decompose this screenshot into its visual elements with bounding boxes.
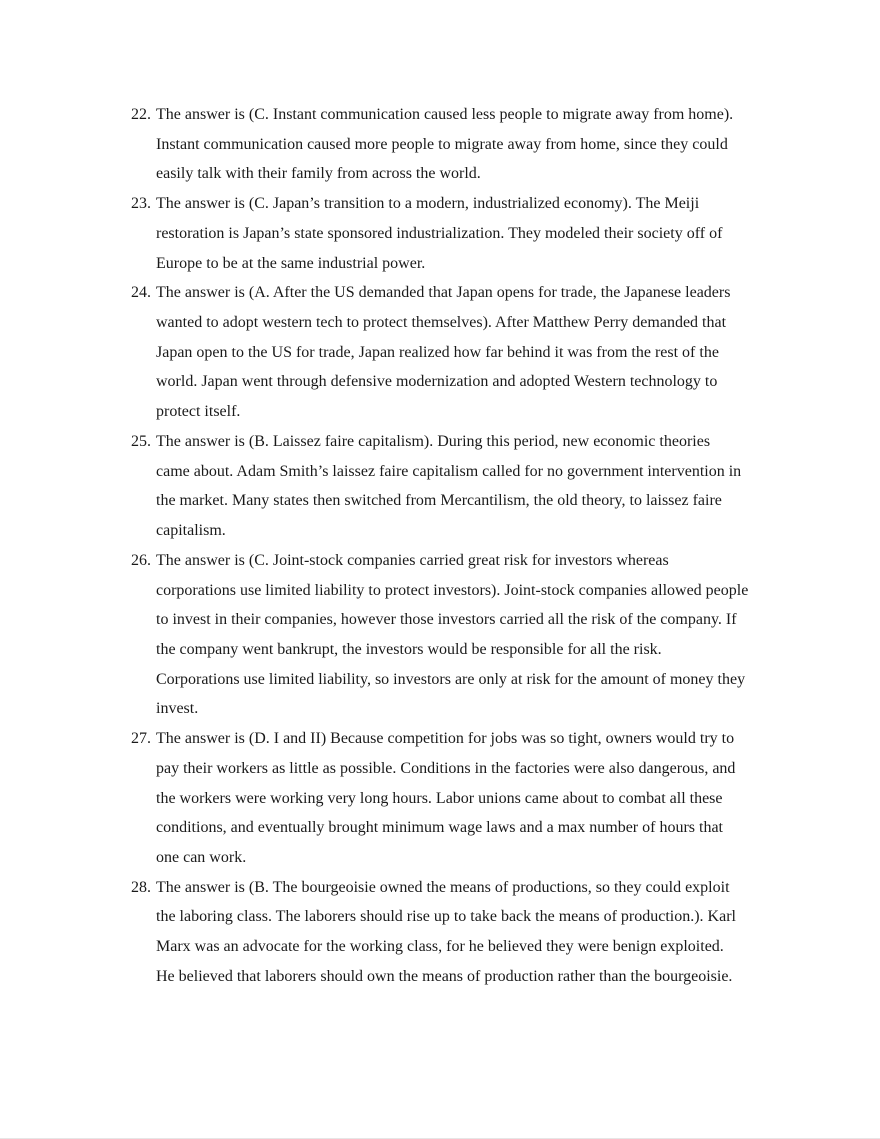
answer-text-line: Marx was an advocate for the working class, for he believed they were benign exploited. bbox=[156, 938, 724, 956]
answer-text-line: The answer is (C. Japan’s transition to a modern, industrialized economy). The Meiji bbox=[156, 195, 700, 213]
answer-text-line: came about. Adam Smith’s laissez faire capitalism called for no government intervention in bbox=[156, 462, 742, 480]
answer-text-line: world. Japan went through defensive modernization and adopted Western technology to bbox=[156, 373, 718, 391]
answer-text-line: easily talk with their family from across the world. bbox=[156, 165, 481, 183]
answer-text-line: conditions, and eventually brought minimum wage laws and a max number of hours that bbox=[156, 819, 723, 837]
answer-text-line: The answer is (C. Joint-stock companies carried great risk for investors whereas bbox=[156, 551, 669, 569]
answer-item bbox=[0, 546, 880, 724]
answer-text-line: pay their workers as little as possible. Conditions in the factories were also dangerous, and bbox=[156, 759, 736, 777]
item-number: 22. bbox=[131, 106, 151, 123]
answer-item bbox=[0, 189, 880, 278]
answer-text-line: Japan open to the US for trade, Japan realized how far behind it was from the rest of the bbox=[156, 343, 719, 361]
answer-text-line: The answer is (C. Instant communication caused less people to migrate away from home). bbox=[156, 106, 734, 123]
answer-text-line: The answer is (D. I and II) Because competition for jobs was so tight, owners would try to bbox=[156, 730, 735, 748]
answer-text-line: wanted to adopt western tech to protect themselves). After Matthew Perry demanded that bbox=[156, 314, 727, 332]
answer-text-line: the laboring class. The laborers should rise up to take back the means of production.). Karl bbox=[156, 908, 736, 926]
answer-text-line: the market. Many states then switched from Mercantilism, the old theory, to laissez faire bbox=[156, 492, 722, 510]
answer-text-line: to invest in their companies, however those investors carried all the risk of the company. If bbox=[156, 611, 737, 629]
answer-text-line: The answer is (B. The bourgeoisie owned the means of productions, so they could exploit bbox=[156, 878, 730, 896]
item-number: 23. bbox=[131, 195, 151, 213]
answer-text-line: He believed that laborers should own the means of production rather than the bourgeoisie. bbox=[156, 967, 733, 985]
answer-item bbox=[0, 724, 880, 873]
answer-text-line: capitalism. bbox=[156, 522, 226, 540]
answer-text-line: Instant communication caused more people to migrate away from home, since they could bbox=[156, 135, 728, 153]
item-number: 28. bbox=[131, 878, 151, 896]
answer-list bbox=[0, 100, 880, 992]
item-number: 27. bbox=[131, 730, 151, 748]
item-number: 26. bbox=[131, 551, 151, 569]
answer-item bbox=[0, 100, 880, 189]
answer-text-line: the company went bankrupt, the investors would be responsible for all the risk. bbox=[156, 640, 662, 658]
item-number: 24. bbox=[131, 284, 151, 302]
answer-text-line: Corporations use limited liability, so investors are only at risk for the amount of money they bbox=[156, 670, 746, 688]
answer-item bbox=[0, 278, 880, 427]
answer-text-line: restoration is Japan’s state sponsored industrialization. They modeled their society off of bbox=[156, 224, 723, 242]
answer-text-line: The answer is (A. After the US demanded that Japan opens for trade, the Japanese leaders bbox=[156, 284, 731, 302]
answer-text-line: one can work. bbox=[156, 848, 247, 866]
answer-text-line: the workers were working very long hours. Labor unions came about to combat all these bbox=[156, 789, 723, 807]
item-number: 25. bbox=[131, 432, 151, 450]
answer-text-line: Europe to be at the same industrial power. bbox=[156, 254, 426, 272]
answer-text-line: protect itself. bbox=[156, 403, 241, 421]
answer-item bbox=[0, 873, 880, 992]
answer-item bbox=[0, 427, 880, 546]
answer-text-line: The answer is (B. Laissez faire capitalism). During this period, new economic theories bbox=[156, 432, 711, 450]
answer-text-line: invest. bbox=[156, 700, 199, 718]
answer-text-line: corporations use limited liability to protect investors). Joint-stock companies allowed people bbox=[156, 581, 749, 599]
